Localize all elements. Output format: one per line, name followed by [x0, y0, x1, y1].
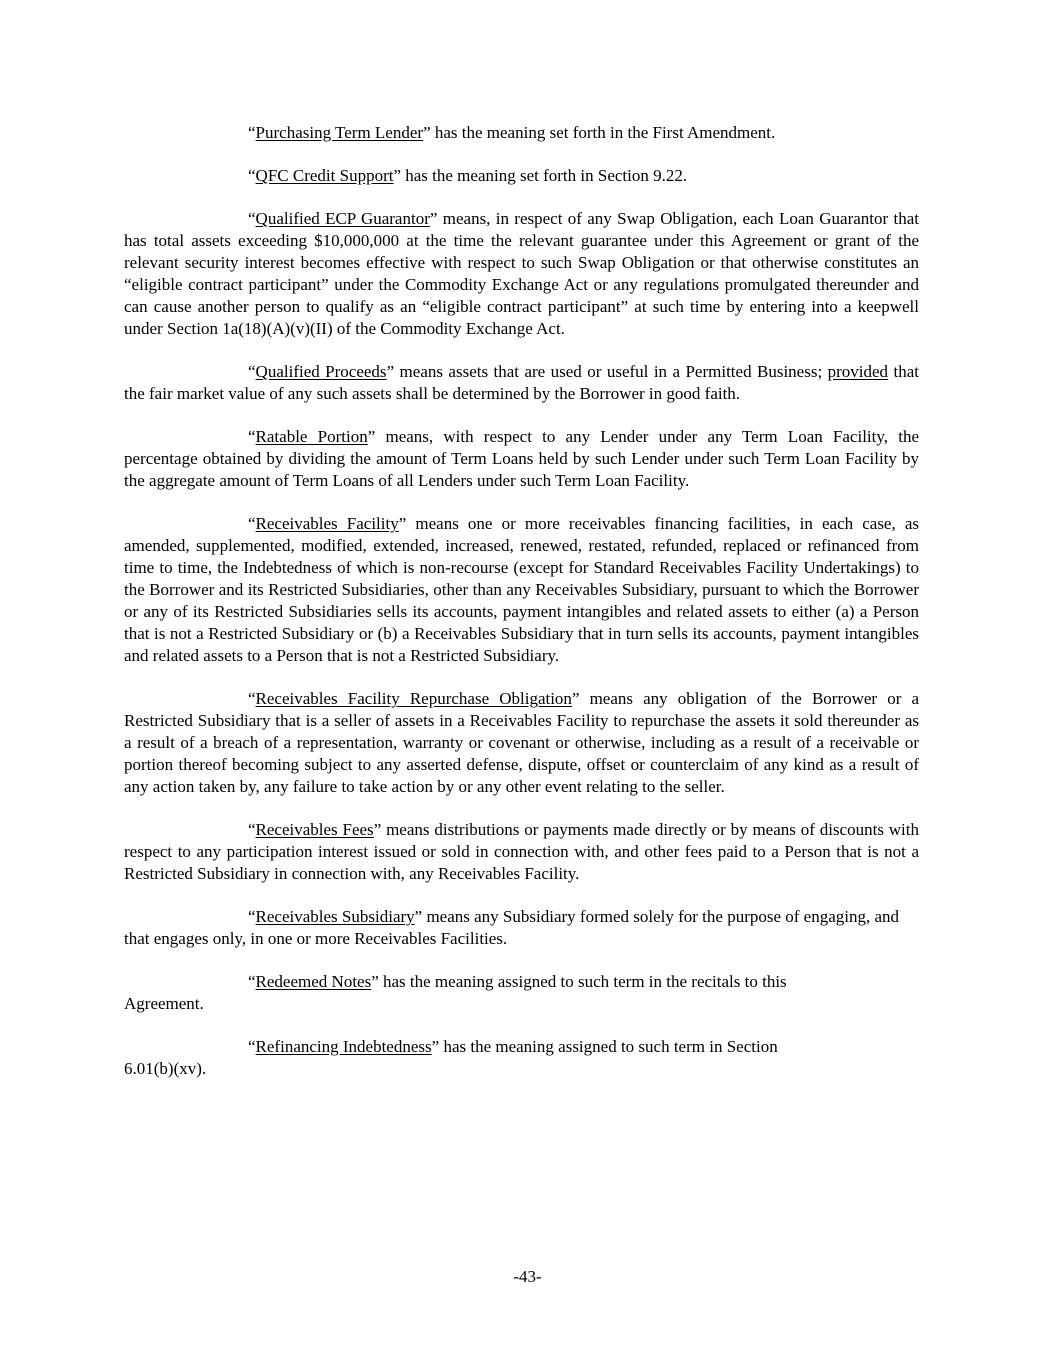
defined-term: Qualified ECP Guarantor — [255, 209, 430, 228]
close-quote: ” — [431, 1037, 440, 1056]
close-quote: ” — [398, 514, 407, 533]
defined-term: Purchasing Term Lender — [255, 123, 424, 142]
definition-text-continued: that the fair market value of any such assets shall be determined by the Borrower in good faith. — [124, 362, 919, 403]
defined-term: Receivables Fees — [255, 820, 374, 839]
definition-text: means any Subsidiary formed solely for the purpose of engaging, and that engages only, in one or more Receivables Facilities. — [124, 907, 900, 948]
open-quote: “ — [248, 820, 256, 839]
open-quote: “ — [248, 514, 256, 533]
definition-text: has the meaning assigned to such term in the recitals to this Agreement. — [124, 972, 787, 1013]
definition-qualified-proceeds — [124, 361, 919, 405]
definition-text: has the meaning set forth in Section 9.22. — [401, 166, 688, 185]
defined-term: Receivables Subsidiary — [255, 907, 415, 926]
provided-keyword: provided — [827, 362, 889, 381]
definition-qfc-credit-support — [124, 165, 919, 187]
defined-term: Receivables Facility Repurchase Obligation — [255, 689, 572, 708]
definition-text: has the meaning set forth in the First Amendment. — [430, 123, 776, 142]
open-quote: “ — [248, 362, 256, 381]
definition-text: means, with respect to any Lender under any Term Loan Facility, the percentage obtained by dividing the amount of Term Loans held by such Lender under such Term Loan Facility by the aggregate amount of Term Loans of all Lenders under such Term Loan Facility. — [124, 427, 919, 490]
open-quote: “ — [248, 907, 256, 926]
close-quote: ” — [571, 689, 580, 708]
close-quote: ” — [429, 209, 438, 228]
close-quote: ” — [386, 362, 395, 381]
definition-text: means assets that are used or useful in a Permitted Business; — [394, 362, 828, 381]
document-page — [124, 122, 919, 1101]
definition-text: means distributions or payments made directly or by means of discounts with respect to any participation interest issued or sold in connection with, and other fees paid to a Person that is not a Restricted Subsidiary in connection with, any Receivables Facility. — [124, 820, 920, 883]
definition-ratable-portion — [124, 426, 919, 492]
definition-qualified-ecp-guarantor — [124, 208, 919, 340]
close-quote: ” — [414, 907, 423, 926]
definition-purchasing-term-lender — [124, 122, 919, 144]
definition-redeemed-notes — [124, 971, 919, 1015]
open-quote: “ — [248, 427, 256, 446]
definition-receivables-facility-repurchase-obligation — [124, 688, 919, 798]
close-quote: ” — [423, 123, 431, 142]
definition-receivables-subsidiary — [124, 906, 919, 950]
defined-term: Redeemed Notes — [255, 972, 372, 991]
close-quote: ” — [371, 972, 379, 991]
definition-text: means one or more receivables financing facilities, in each case, as amended, supplemented, modified, extended, increased, renewed, restated, refunded, replaced or refinanced from time to time, the Indebtedness of which is non-recourse (except for Standard Receivables Facility Undertakings) to the Borrower and its Restricted Subsidiaries, other than any Receivables Subsidiary, pursuant to which the Borrower or any of its Restricted Subsidiaries sells its accounts, payment intangibles and related assets to either (a) a Person that is not a Restricted Subsidiary or (b) a Receivables Subsidiary that in turn sells its accounts, payment intangibles and related assets to a Person that is not a Restricted Subsidiary. — [124, 514, 919, 665]
page-number: -43- — [513, 1267, 542, 1286]
open-quote: “ — [248, 972, 256, 991]
definition-text: means any obligation of the Borrower or a Restricted Subsidiary that is a seller of assets in a Receivables Facility to repurchase the assets it sold thereunder as a result of a breach of a representation, warranty or covenant or otherwise, including as a result of a receivable or portion thereof becoming subject to any asserted defense, dispute, offset or counterclaim of any kind as a result of any action taken by, any failure to take action by or any other event relating to the seller. — [124, 689, 919, 796]
open-quote: “ — [248, 123, 256, 142]
defined-term: Refinancing Indebtedness — [255, 1037, 432, 1056]
open-quote: “ — [248, 166, 256, 185]
definition-refinancing-indebtedness — [124, 1036, 919, 1080]
defined-term: Qualified Proceeds — [255, 362, 387, 381]
open-quote: “ — [248, 689, 256, 708]
defined-term: QFC Credit Support — [255, 166, 394, 185]
definition-text: means, in respect of any Swap Obligation, each Loan Guarantor that has total assets exceeding $10,000,000 at the time the relevant guarantee under this Agreement or grant of the relevant security interest becomes effective with respect to such Swap Obligation or that otherwise constitutes an “eligible contract participant” under the Commodity Exchange Act or any regulations promulgated thereunder and can cause another person to qualify as an “eligible contract participant” at such time by entering into a keepwell under Section 1a(18)(A)(v)(II) of the Commodity Exchange Act. — [124, 209, 919, 338]
close-quote: ” — [367, 427, 376, 446]
defined-term: Receivables Facility — [255, 514, 399, 533]
open-quote: “ — [248, 209, 256, 228]
close-quote: ” — [393, 166, 401, 185]
open-quote: “ — [248, 1037, 256, 1056]
definition-receivables-facility — [124, 513, 919, 667]
definition-text: has the meaning assigned to such term in Section 6.01(b)(xv). — [124, 1037, 778, 1078]
close-quote: ” — [373, 820, 382, 839]
defined-term: Ratable Portion — [255, 427, 368, 446]
definition-receivables-fees — [124, 819, 919, 885]
